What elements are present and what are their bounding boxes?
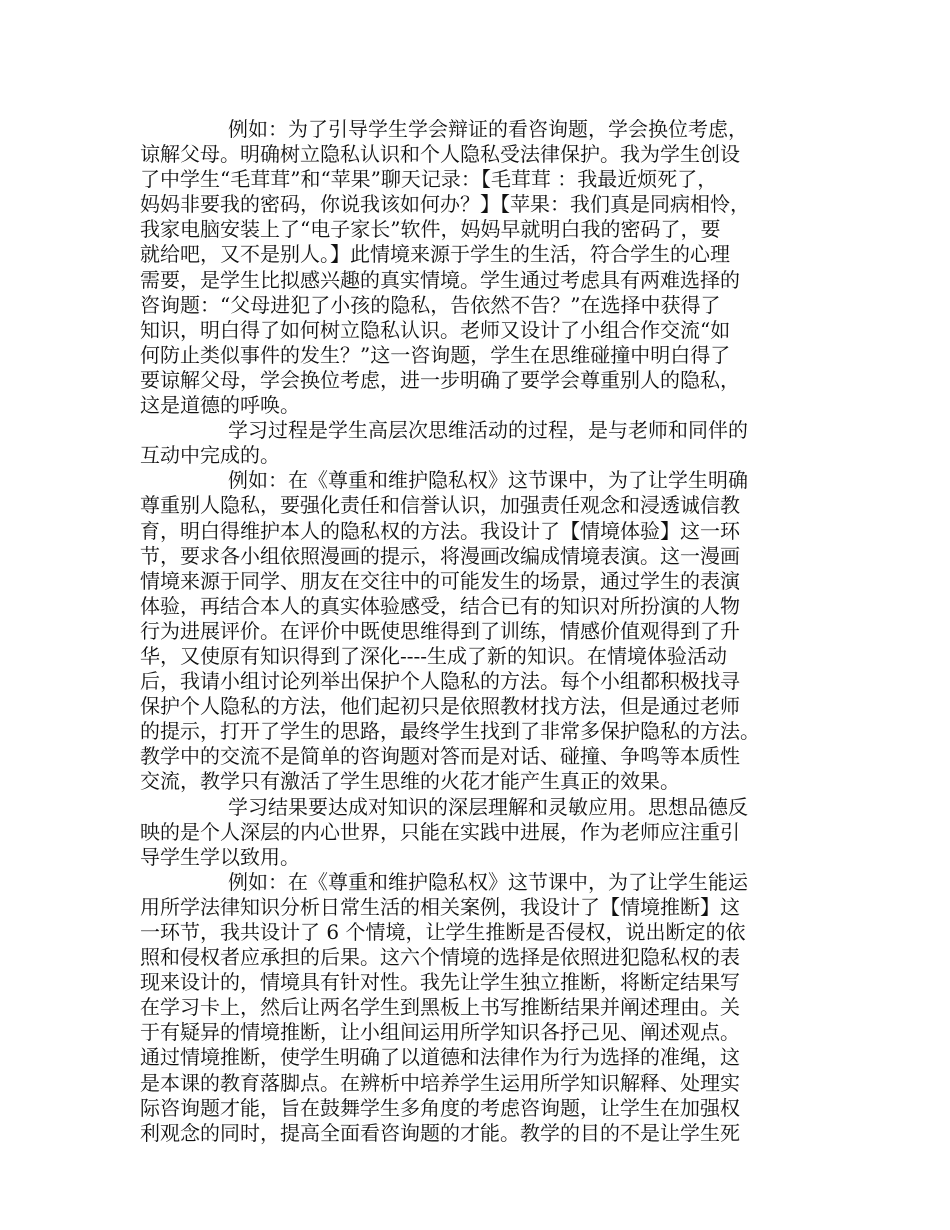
- body-text: [140, 117, 812, 1146]
- text-line: 华，又使原有知识得到了深化----生成了新的知识。在情境体验活动: [140, 643, 728, 668]
- text-line: 谅解父母。明确树立隐私认识和个人隐私受法律保护。我为学生创设: [140, 142, 740, 167]
- text-line: 妈妈非要我的密码，你说我该如何办？】【苹果：我们真是同病相怜，: [140, 192, 750, 217]
- paragraph-first-line: 例如：在《尊重和维护隐私权》这节课中，为了让学生明确: [228, 468, 748, 493]
- text-line: 是本课的教育落脚点。在辨析中培养学生运用所学知识解释、处理实: [140, 1070, 740, 1095]
- text-line: 导学生学以致用。: [140, 844, 300, 869]
- text-line: 后，我请小组讨论列举出保护个人隐私的方法。每个小组都积极找寻: [140, 669, 740, 694]
- text-line: 际咨询题才能，旨在鼓舞学生多角度的考虑咨询题，让学生在加强权: [140, 1095, 740, 1120]
- text-line: 交流，教学只有激活了学生思维的火花才能产生真正的效果。: [140, 769, 680, 794]
- text-line: 节，要求各小组依照漫画的提示，将漫画改编成情境表演。这一漫画: [140, 543, 740, 568]
- text-line: 映的是个人深层的内心世界，只能在实践中进展，作为老师应注重引: [140, 819, 740, 844]
- text-line: 教学中的交流不是简单的咨询题对答而是对话、碰撞、争鸣等本质性: [140, 744, 740, 769]
- paragraph-first-line: 例如：为了引导学生学会辩证的看咨询题，学会换位考虑，: [228, 117, 748, 141]
- text-line: 育，明白得维护本人的隐私权的方法。我设计了【情境体验】这一环: [140, 518, 740, 543]
- text-line: 用所学法律知识分析日常生活的相关案例，我设计了【情境推断】这: [140, 894, 740, 919]
- text-line: 体验，再结合本人的真实体验感受，结合已有的知识对所扮演的人物: [140, 593, 740, 618]
- paragraph-first-line: 学习结果要达成对知识的深层理解和灵敏应用。思想品德反: [228, 794, 748, 819]
- text-line: 行为进展评价。在评价中既使思维得到了训练，情感价值观得到了升: [140, 618, 740, 643]
- text-line: 利观念的同时，提高全面看咨询题的才能。教学的目的不是让学生死: [140, 1120, 740, 1145]
- text-line: 我家电脑安装上了“电子家长”软件，妈妈早就明白我的密码了，要: [140, 217, 721, 242]
- text-line: 何防止类似事件的发生？”这一咨询题，学生在思维碰撞中明白得了: [140, 342, 731, 367]
- text-line: 一环节，我共设计了 6 个情境，让学生推断是否侵权，说出断定的依: [140, 920, 746, 944]
- text-line: 于有疑异的情境推断，让小组间运用所学知识各抒己见、阐述观点。: [140, 1020, 740, 1045]
- text-line: 照和侵权者应承担的后果。这六个情境的选择是依照进犯隐私权的表: [140, 945, 740, 970]
- text-line: 通过情境推断，使学生明确了以道德和法律作为行为选择的准绳，这: [140, 1045, 740, 1070]
- text-line: 互动中完成的。: [140, 443, 280, 468]
- text-line: 了中学生“毛茸茸”和“苹果”聊天记录：【毛茸茸 ：我最近烦死了，: [140, 167, 718, 192]
- text-line: 情境来源于同学、朋友在交往中的可能发生的场景，通过学生的表演: [140, 568, 740, 593]
- text-line: 咨询题：“父母进犯了小孩的隐私，告依然不告？”在选择中获得了: [140, 292, 721, 317]
- text-line: 的提示，打开了学生的思路，最终学生找到了非常多保护隐私的方法。: [140, 719, 760, 744]
- text-line: 就给吧，又不是别人。】此情境来源于学生的生活，符合学生的心理: [140, 242, 730, 267]
- text-line: 在学习卡上，然后让两名学生到黑板上书写推断结果并阐述理由。关: [140, 995, 740, 1020]
- text-line: 保护个人隐私的方法，他们起初只是依照教材找方法，但是通过老师: [140, 694, 740, 719]
- paragraph-first-line: 学习过程是学生高层次思维活动的过程，是与老师和同伴的: [228, 418, 748, 443]
- text-line: 要谅解父母，学会换位考虑，进一步明确了要学会尊重别人的隐私，: [140, 367, 740, 392]
- text-line: 需要，是学生比拟感兴趣的真实情境。学生通过考虑具有两难选择的: [140, 267, 740, 292]
- text-line: 这是道德的呼唤。: [140, 393, 300, 418]
- text-line: 知识，明白得了如何树立隐私认识。老师又设计了小组合作交流“如: [140, 317, 731, 342]
- paragraph-first-line: 例如：在《尊重和维护隐私权》这节课中，为了让学生能运: [228, 869, 748, 894]
- text-line: 尊重别人隐私，要强化责任和信誉认识，加强责任观念和浸透诚信教: [140, 493, 740, 518]
- text-line: 现来设计的，情境具有针对性。我先让学生独立推断，将断定结果写: [140, 970, 740, 995]
